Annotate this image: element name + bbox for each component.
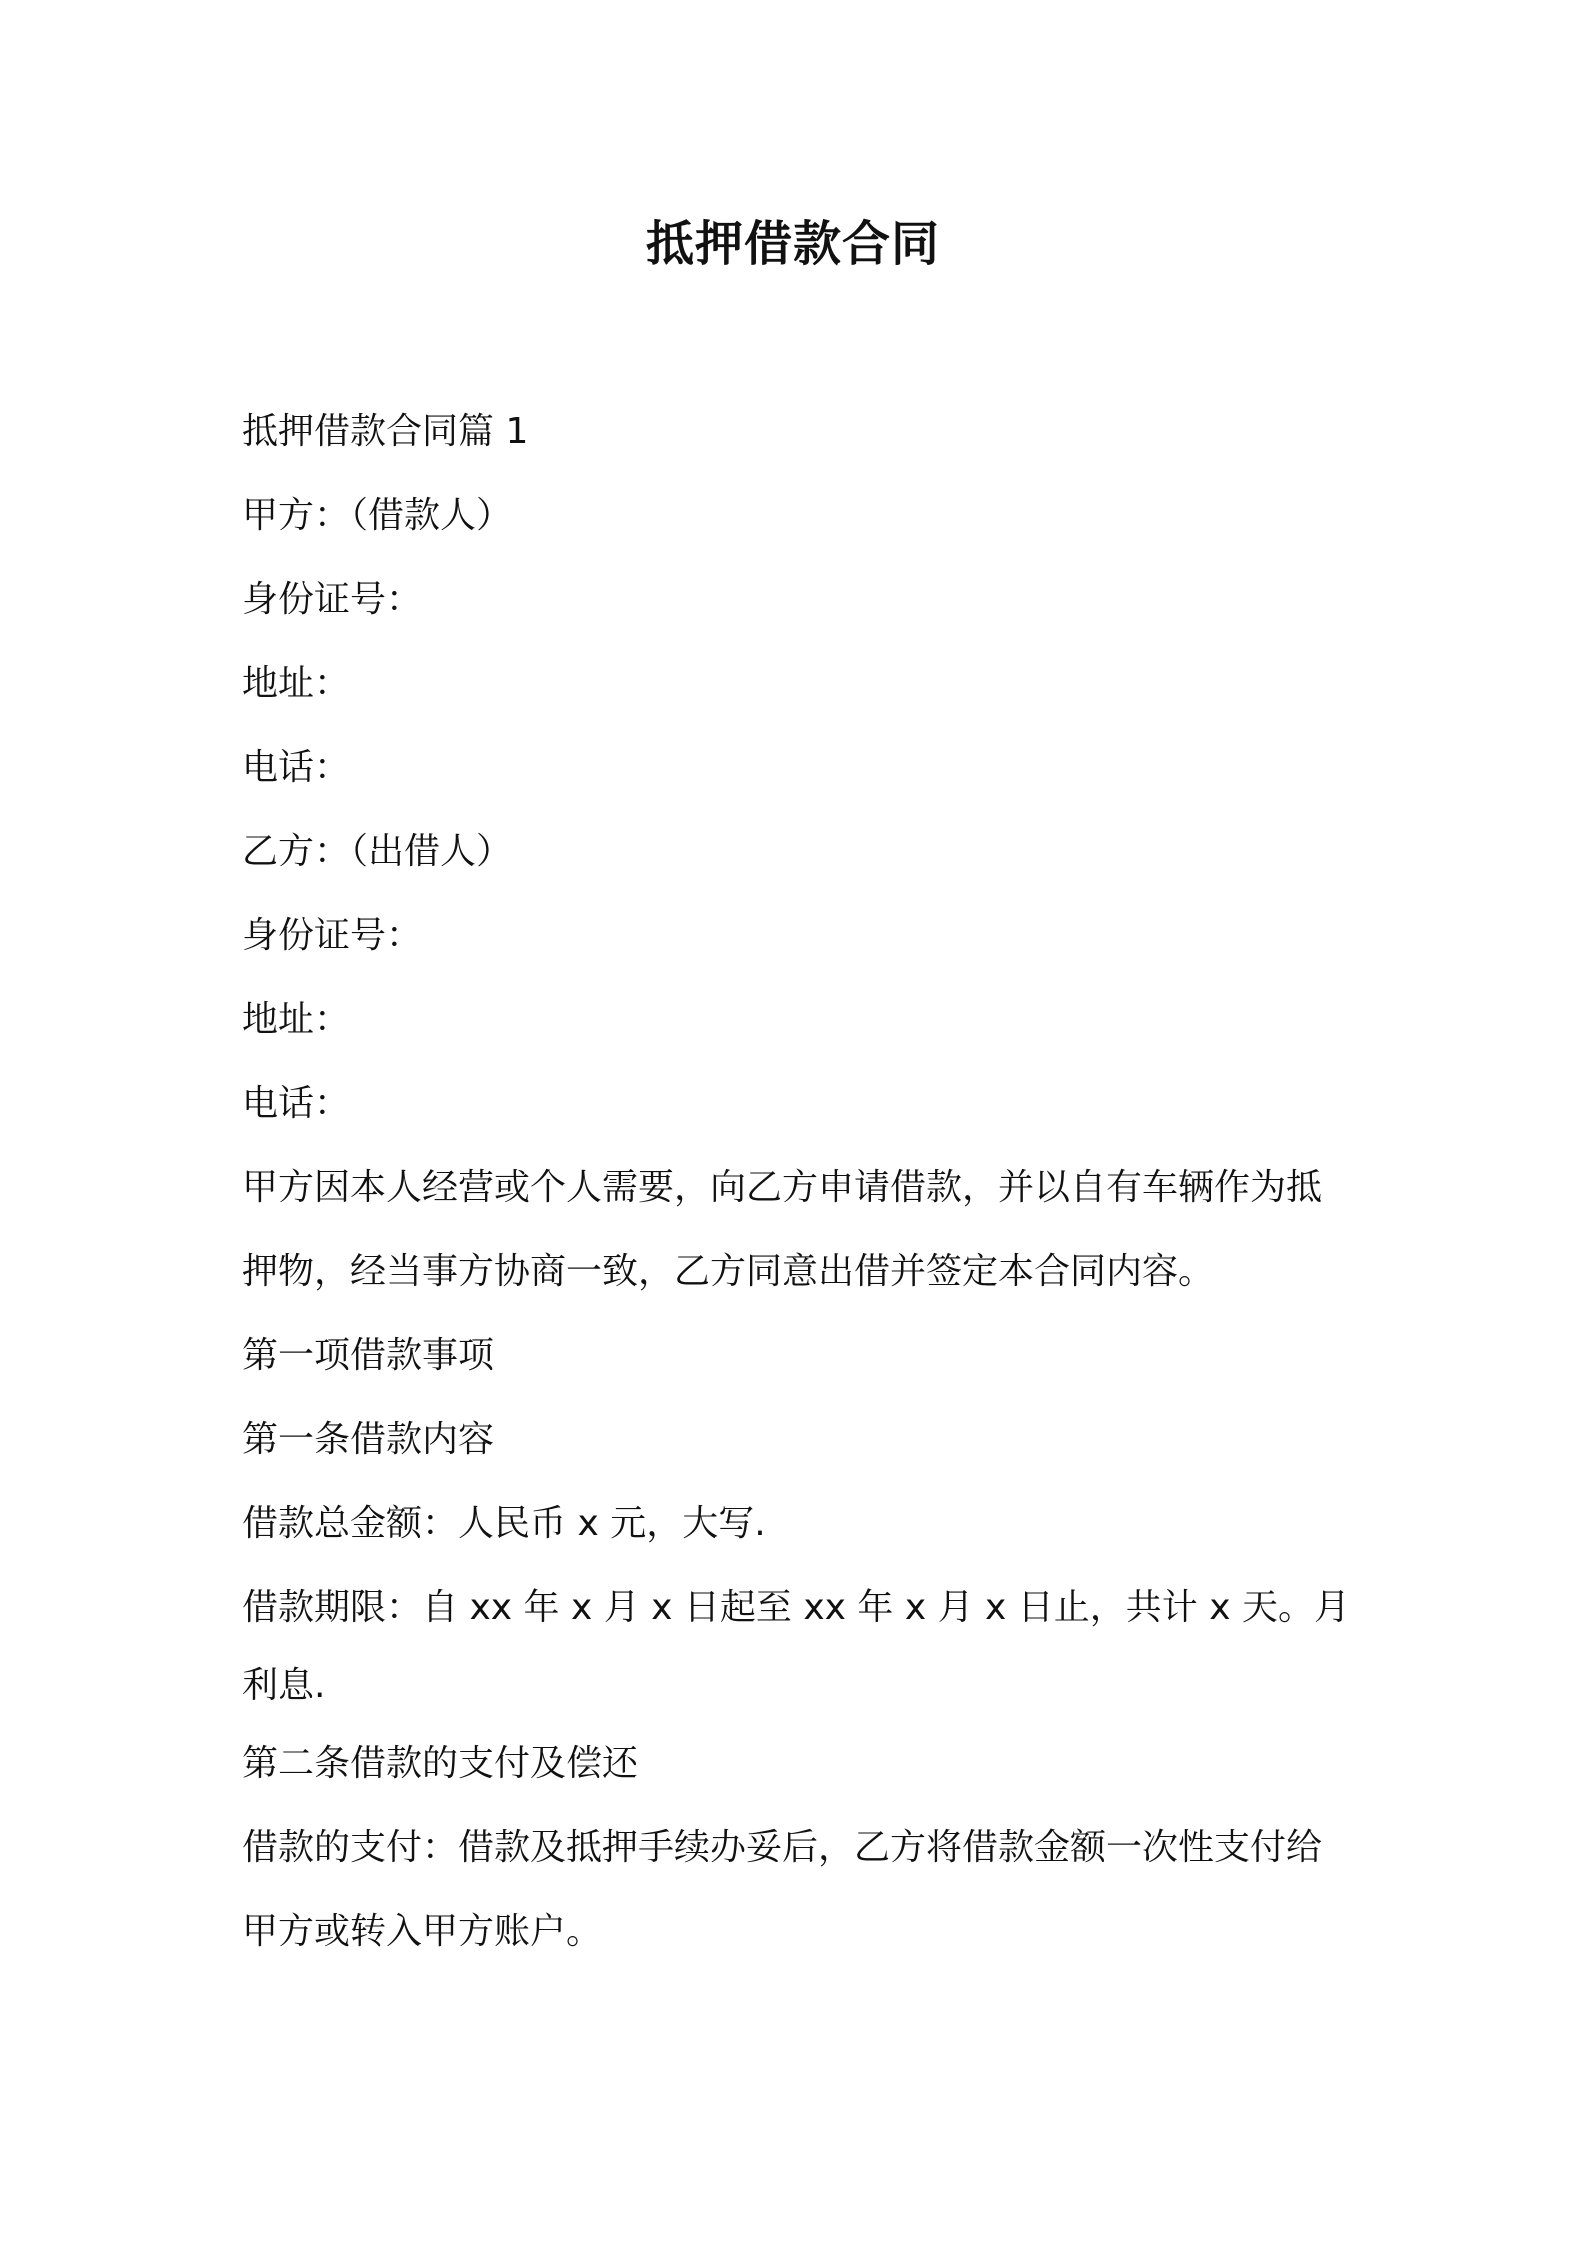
- party-b-id-label: 身份证号：: [242, 915, 423, 956]
- article-1-heading: 第一条借款内容: [242, 1419, 495, 1460]
- preamble-line-2: 押物，经当事方协商一致，乙方同意出借并签定本合同内容。: [242, 1251, 1215, 1292]
- party-a-id-label: 身份证号：: [242, 579, 423, 620]
- loan-amount-line: 借款总金额：人民币 x 元，大写.: [242, 1503, 766, 1544]
- preamble-line-1: 甲方因本人经营或个人需要，向乙方申请借款，并以自有车辆作为抵: [242, 1167, 1323, 1208]
- payment-line-1: 借款的支付：借款及抵押手续办妥后，乙方将借款金额一次性支付给: [242, 1827, 1323, 1868]
- payment-line-2: 甲方或转入甲方账户。: [242, 1911, 603, 1952]
- document-title: 抵押借款合同: [645, 216, 940, 272]
- article-2-heading: 第二条借款的支付及偿还: [242, 1743, 639, 1784]
- party-b-phone-label: 电话：: [242, 1083, 351, 1124]
- item-heading: 第一项借款事项: [242, 1335, 495, 1376]
- section-heading: 抵押借款合同篇 1: [242, 411, 529, 452]
- party-b-label: 乙方：（出借人）: [242, 831, 513, 872]
- party-b-address-label: 地址：: [242, 999, 351, 1040]
- party-a-address-label: 地址：: [242, 663, 351, 704]
- party-a-label: 甲方：（借款人）: [242, 495, 513, 536]
- loan-term-line-2: 利息.: [242, 1665, 326, 1706]
- party-a-phone-label: 电话：: [242, 747, 351, 788]
- loan-term-line-1: 借款期限：自 xx 年 x 月 x 日起至 xx 年 x 月 x 日止，共计 x 天。月: [242, 1587, 1350, 1628]
